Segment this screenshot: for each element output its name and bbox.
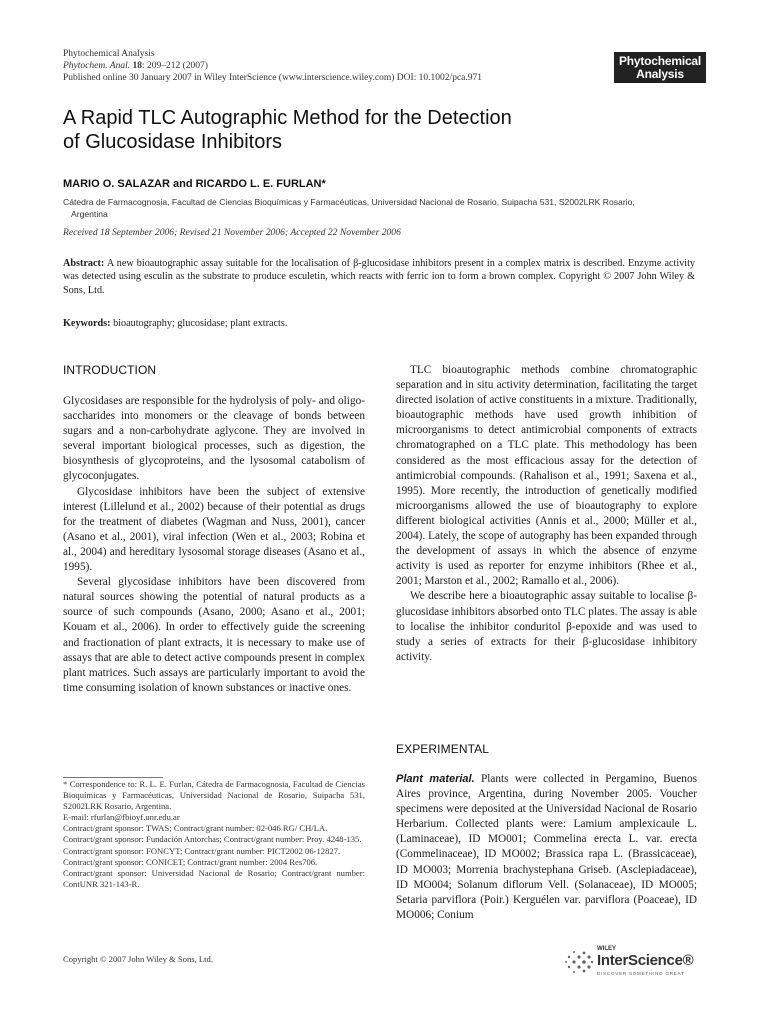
article-title [63, 106, 683, 154]
right-column [396, 363, 697, 665]
abstract-text: A new bioautographic assay suitable for the localisation of β-glucosidase inhibitors present in a complex matrix is described. Enzyme activity was detected using esculin as the substrate to produce esculetin, which reacts with ferric ion to form a brown complex. Copyright © 2007 John Wiley & Sons, Ltd. [63, 258, 695, 296]
affiliation-line2: Argentina [71, 209, 108, 219]
interscience-logo: InterScience® [597, 952, 694, 969]
correspondence-note: * Correspondence to: R. L. E. Furlan, Cátedra de Farmacognosia, Facultad de Ciencias Bioquímicas y Farmacéuticas, Universidad Nacional de Rosario, Suipacha 531, S2002LRK Rosario, Argentina. [63, 779, 365, 812]
citation-abbrev: Phytochem. Anal. [63, 61, 131, 71]
citation-pages: : 209–212 (2007) [141, 61, 208, 71]
abstract-label: Abstract: [63, 258, 105, 269]
title-line1: A Rapid TLC Autographic Method for the Detection [63, 107, 512, 129]
title-line2: of Glucosidase Inhibitors [63, 131, 283, 153]
keywords-label: Keywords: [63, 318, 111, 329]
authors: MARIO O. SALAZAR and RICARDO L. E. FURLAN* [63, 178, 326, 190]
logo-tagline: DISCOVER SOMETHING GREAT [597, 971, 685, 976]
badge-line2: Analysis [636, 67, 684, 81]
affiliation-line1: Cátedra de Farmacognosia, Facultad de Ciencias Bioquímicas y Farmacéuticas, Universidad Nacional de Rosario, Suipacha 531, S2002LRK Rosario, [63, 197, 635, 207]
plant-material-label: Plant material. [396, 773, 475, 785]
journal-badge [614, 52, 706, 83]
intro-paragraph-4: TLC bioautographic methods combine chromatographic separation and in situ activity determination, facilitating the target directed isolation of active constituents in a mixture. Traditionally, bioautographic methods have used growth inhibition of microorganisms to detect antimicrobial components of extracts chromatographed on a TLC plate. This methodology has been considered as the most efficacious assay for the detection of antimicrobial compounds. (Rahalison et al., 1991; Saxena et al., 1995). More recently, the introduction of genetically modified microorganisms allowed the use of bioautography to explore different biological activities (Annis et al., 2000; Müller et al., 2004). Lately, the scope of autography has been expanded through the development of assays in which the absence of enzyme activity is used as reporter for enzyme inhibitors (Rhee et al., 2001; Marston et al., 2002; Ramallo et al., 2006). [396, 364, 697, 588]
left-column [63, 394, 365, 696]
experimental-body [396, 772, 697, 923]
citation [63, 60, 482, 72]
abstract [63, 257, 695, 297]
badge-line1: Phytochemical [618, 54, 702, 68]
footnotes [63, 779, 365, 890]
grant-note: Contract/grant sponsor: Fundación Antorchas; Contract/grant number: Proy. 4248-135. [63, 834, 362, 845]
grant-note: Contract/grant sponsor: FONCYT; Contract/grant number: PICT2002 06-12827. [63, 845, 341, 856]
experimental-heading: EXPERIMENTAL [396, 742, 489, 756]
journal-name: Phytochemical Analysis [63, 49, 155, 59]
intro-paragraph-3: Several glycosidase inhibitors have been discovered from natural sources showing the potential of natural products as a source of such compounds (Asano, 2000; Asano et al., 2001; Kouam et al., 2006). In order to effectively guide the screening and fractionation of plant extracts, it is necessary to make use of assays that are able to detect active compounds present in complex plant matrices. Such assays are particularly important to avoid the time consuming isolation of known substances or inactive ones. [63, 576, 365, 694]
footnote-rule [63, 777, 163, 778]
received-dates: Received 18 September 2006; Revised 21 November 2006; Accepted 22 November 2006 [63, 227, 401, 238]
grant-note: Contract/grant sponsor: CONICET; Contract/grant number: 2004 Res706. [63, 856, 318, 867]
plant-material-text: Plants were collected in Pergamino, Buenos Aires province, Argentina, during November 2005. Voucher specimens were deposited at the Universidad Nacional de Rosario Herbarium. Collected plants were: Lamium amplexicaule L. (Laminaceae), ID MO001; Commelina erecta L. var. erecta (Commelinaceae), ID MO002; Brassica rapa L. (Brassicaceae), ID MO003; Morrenia brachystephana Griseb. (Asclepiadaceae), ID MO004; Solanum diflorum Vell. (Solanaceae), ID MO005; Setaria parviflora (Poir.) Kerguélen var. parviflora (Poaceae), ID MO006; Conium [396, 773, 697, 921]
published-line: Published online 30 January 2007 in Wiley InterScience (www.interscience.wiley.com) DOI: 10.1002/pca.971 [63, 73, 483, 83]
journal-header [63, 48, 482, 84]
plant-material-paragraph [396, 772, 697, 923]
introduction-heading: INTRODUCTION [63, 363, 157, 377]
intro-paragraph-2: Glycosidase inhibitors have been the subject of extensive interest (Lillelund et al., 2002) because of their potential as drugs for the treatment of diabetes (Wagman and Nuss, 2001), cancer (Asano et al., 2001), viral infection (Wen et al., 2003; Robina et al., 2004) and hereditary lysosomal storage diseases (Asano et al., 1995). [63, 485, 365, 574]
copyright: Copyright © 2007 John Wiley & Sons, Ltd. [63, 954, 213, 964]
email-note: E-mail: rfurlan@fbioyf.unr.edu.ar [63, 812, 180, 823]
citation-volume: 18 [132, 61, 142, 71]
grant-note: Contract/grant sponsor: Universidad Nacional de Rosario; Contract/grant number: ContUNR 321-143-R. [63, 867, 365, 889]
affiliation [63, 196, 703, 220]
intro-paragraph-5: We describe here a bioautographic assay suitable to localise β-glucosidase inhibitors absorbed onto TLC plates. The assay is able to localise the inhibitor conduritol β-epoxide and was used to study a series of extracts for their β-glucosidase inhibitory activity. [396, 590, 697, 663]
keywords [63, 318, 287, 329]
keywords-text: bioautography; glucosidase; plant extracts. [110, 318, 288, 329]
intro-paragraph-1: Glycosidases are responsible for the hydrolysis of poly- and oligo-saccharides into monomers or the cleavage of bonds between sugars and a non-carbohydrate aglycone. They are involved in several important biological processes, such as digestion, the biosynthesis of glycoproteins, and the lysosomal catabolism of glycoconjugates. [63, 395, 365, 483]
wiley-logo-small: WILEY [597, 946, 616, 952]
grant-note: Contract/grant sponsor: TWAS; Contract/grant number: 02-046 RG/ CH/LA. [63, 823, 328, 834]
